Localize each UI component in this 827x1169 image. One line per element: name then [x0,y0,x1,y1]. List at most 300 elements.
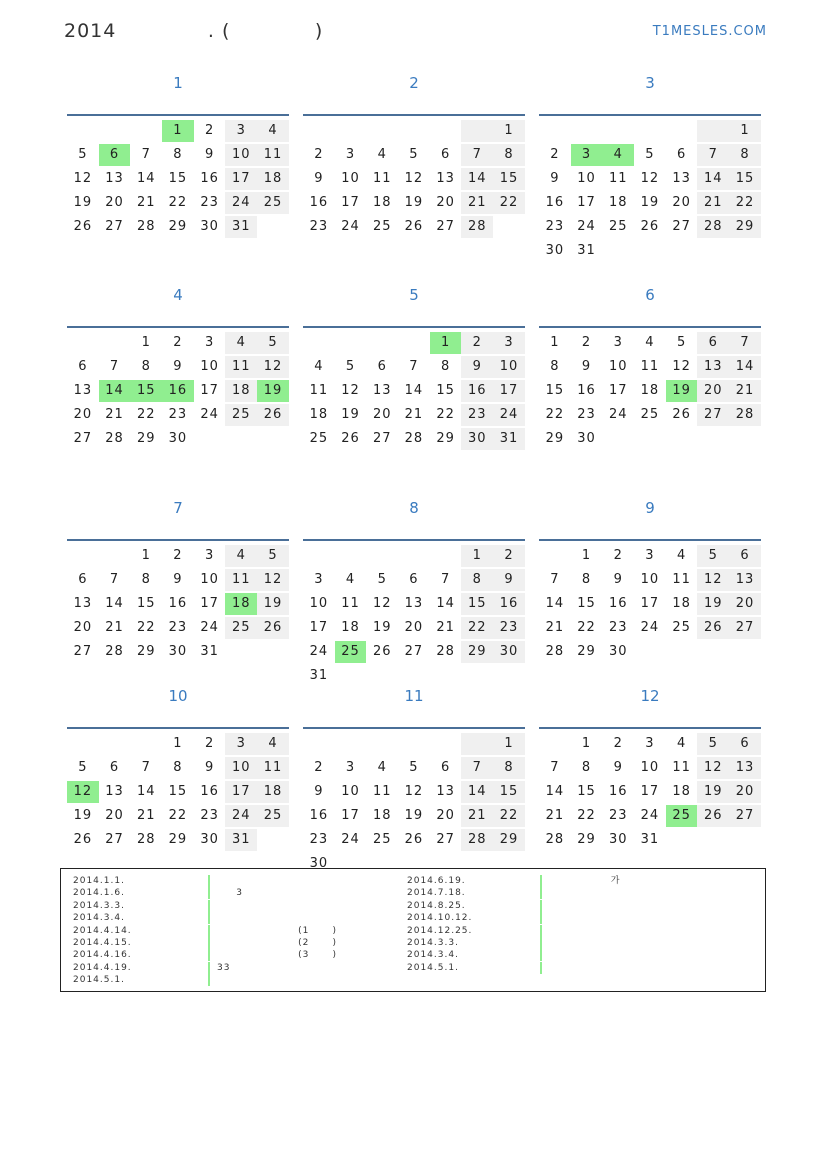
day-cell[interactable]: 30 [168,644,188,659]
day-cell[interactable]: 13 [436,171,455,186]
day-cell[interactable]: 16 [309,195,329,210]
day-cell[interactable]: 10 [577,171,596,186]
day-cell[interactable]: 3 [204,335,215,350]
day-cell[interactable]: 6 [440,147,451,162]
day-cell[interactable]: 10 [225,144,257,166]
day-cell[interactable]: 20 [372,407,392,422]
day-cell[interactable]: 26 [257,404,289,426]
day-cell[interactable]: 15 [436,383,455,398]
day-cell[interactable]: 8 [440,359,451,374]
day-cell[interactable]: 17 [341,808,360,823]
day-cell[interactable]: 28 [461,216,493,238]
day-cell[interactable]: 10 [608,359,628,374]
day-cell[interactable]: 12 [257,569,289,591]
day-cell[interactable]: 23 [309,832,329,847]
day-cell[interactable]: 22 [168,808,188,823]
day-cell[interactable]: 21 [545,620,565,635]
day-cell[interactable]: 31 [200,644,219,659]
day-cell[interactable]: 13 [436,784,455,799]
day-cell[interactable]: 16 [309,808,329,823]
day-cell[interactable]: 9 [314,784,324,799]
day-cell[interactable]: 12 [404,784,424,799]
day-cell[interactable]: 1 [581,548,592,563]
day-cell[interactable]: 15 [136,596,156,611]
day-cell[interactable]: 25 [335,641,367,663]
day-cell[interactable]: 16 [608,784,628,799]
day-cell[interactable]: 4 [225,332,257,354]
day-cell[interactable]: 7 [109,359,120,374]
day-cell[interactable]: 14 [136,171,156,186]
day-cell[interactable]: 3 [613,335,623,350]
day-cell[interactable]: 4 [345,572,356,587]
day-cell[interactable]: 12 [372,596,392,611]
day-cell[interactable]: 30 [577,431,596,446]
day-cell[interactable]: 24 [309,644,329,659]
day-cell[interactable]: 21 [729,380,761,402]
day-cell[interactable]: 10 [640,760,660,775]
day-cell[interactable]: 16 [200,171,219,186]
day-cell[interactable]: 30 [168,431,188,446]
day-cell[interactable]: 10 [341,784,360,799]
day-cell[interactable]: 27 [729,617,761,639]
day-cell[interactable]: 19 [640,195,660,210]
day-cell[interactable]: 9 [173,359,183,374]
day-cell[interactable]: 5 [697,545,729,567]
day-cell[interactable]: 29 [461,641,493,663]
day-cell[interactable]: 12 [404,171,424,186]
day-cell[interactable]: 25 [372,832,392,847]
day-cell[interactable]: 11 [225,356,257,378]
day-cell[interactable]: 4 [602,144,634,166]
day-cell[interactable]: 27 [372,431,392,446]
day-cell[interactable]: 14 [136,784,156,799]
day-cell[interactable]: 27 [73,431,93,446]
day-cell[interactable]: 18 [257,781,289,803]
day-cell[interactable]: 24 [341,219,360,234]
day-cell[interactable]: 6 [78,359,88,374]
day-cell[interactable]: 6 [409,572,419,587]
day-cell[interactable]: 22 [493,192,525,214]
day-cell[interactable]: 22 [436,407,455,422]
day-cell[interactable]: 1 [729,120,761,142]
day-cell[interactable]: 18 [372,808,392,823]
day-cell[interactable]: 31 [577,243,596,258]
site-logo-text[interactable]: T1MESLES.COM [652,24,767,39]
day-cell[interactable]: 7 [109,572,120,587]
day-cell[interactable]: 18 [225,593,257,615]
day-cell[interactable]: 26 [672,407,691,422]
day-cell[interactable]: 1 [493,733,525,755]
day-cell[interactable]: 8 [173,760,183,775]
day-cell[interactable]: 9 [613,760,623,775]
day-cell[interactable]: 20 [404,620,424,635]
day-cell[interactable]: 8 [729,144,761,166]
day-cell[interactable]: 22 [136,620,156,635]
day-cell[interactable]: 17 [200,383,219,398]
day-cell[interactable]: 3 [204,548,215,563]
day-cell[interactable]: 2 [613,736,623,751]
day-cell[interactable]: 11 [608,171,628,186]
day-cell[interactable]: 25 [257,805,289,827]
day-cell[interactable]: 19 [372,620,392,635]
day-cell[interactable]: 11 [672,760,691,775]
day-cell[interactable]: 1 [550,335,560,350]
day-cell[interactable]: 19 [257,593,289,615]
day-cell[interactable]: 30 [493,641,525,663]
day-cell[interactable]: 16 [608,596,628,611]
day-cell[interactable]: 9 [613,572,623,587]
day-cell[interactable]: 11 [225,569,257,591]
day-cell[interactable]: 1 [493,120,525,142]
day-cell[interactable]: 21 [461,805,493,827]
day-cell[interactable]: 6 [729,545,761,567]
day-cell[interactable]: 19 [257,380,289,402]
day-cell[interactable]: 17 [200,596,219,611]
day-cell[interactable]: 9 [173,572,183,587]
day-cell[interactable]: 1 [173,736,183,751]
day-cell[interactable]: 19 [341,407,360,422]
day-cell[interactable]: 19 [404,195,424,210]
day-cell[interactable]: 24 [200,407,219,422]
day-cell[interactable]: 20 [436,195,455,210]
day-cell[interactable]: 9 [550,171,560,186]
day-cell[interactable]: 14 [545,784,565,799]
day-cell[interactable]: 5 [676,335,687,350]
day-cell[interactable]: 23 [200,808,219,823]
day-cell[interactable]: 20 [697,380,729,402]
day-cell[interactable]: 1 [141,548,151,563]
day-cell[interactable]: 30 [545,243,565,258]
day-cell[interactable]: 12 [697,757,729,779]
day-cell[interactable]: 10 [200,572,219,587]
day-cell[interactable]: 24 [640,808,660,823]
day-cell[interactable]: 30 [461,428,493,450]
day-cell[interactable]: 3 [645,548,655,563]
day-cell[interactable]: 15 [493,168,525,190]
day-cell[interactable]: 15 [577,784,596,799]
day-cell[interactable]: 14 [461,168,493,190]
day-cell[interactable]: 30 [200,219,219,234]
day-cell[interactable]: 15 [130,380,162,402]
day-cell[interactable]: 23 [577,407,596,422]
day-cell[interactable]: 27 [729,805,761,827]
day-cell[interactable]: 21 [697,192,729,214]
day-cell[interactable]: 9 [204,147,215,162]
day-cell[interactable]: 27 [105,219,124,234]
day-cell[interactable]: 4 [676,548,687,563]
day-cell[interactable]: 1 [461,545,493,567]
day-cell[interactable]: 10 [200,359,219,374]
day-cell[interactable]: 6 [697,332,729,354]
day-cell[interactable]: 24 [200,620,219,635]
day-cell[interactable]: 28 [461,829,493,851]
day-cell[interactable]: 18 [341,620,360,635]
day-cell[interactable]: 18 [257,168,289,190]
day-cell[interactable]: 28 [105,644,124,659]
day-cell[interactable]: 15 [493,781,525,803]
day-cell[interactable]: 23 [168,620,188,635]
day-cell[interactable]: 27 [697,404,729,426]
day-cell[interactable]: 4 [257,733,289,755]
day-cell[interactable]: 3 [225,733,257,755]
day-cell[interactable]: 7 [550,760,560,775]
day-cell[interactable]: 2 [581,335,592,350]
day-cell[interactable]: 17 [309,620,329,635]
day-cell[interactable]: 11 [257,757,289,779]
day-cell[interactable]: 13 [372,383,392,398]
day-cell[interactable]: 5 [377,572,387,587]
day-cell[interactable]: 14 [436,596,455,611]
day-cell[interactable]: 13 [404,596,424,611]
day-cell[interactable]: 11 [309,383,329,398]
day-cell[interactable]: 28 [136,832,156,847]
day-cell[interactable]: 19 [73,195,93,210]
day-cell[interactable]: 8 [141,359,151,374]
day-cell[interactable]: 18 [640,383,660,398]
day-cell[interactable]: 25 [225,617,257,639]
day-cell[interactable]: 29 [436,431,455,446]
day-cell[interactable]: 8 [173,147,183,162]
day-cell[interactable]: 14 [545,596,565,611]
day-cell[interactable]: 31 [493,428,525,450]
day-cell[interactable]: 30 [200,832,219,847]
day-cell[interactable]: 11 [257,144,289,166]
day-cell[interactable]: 22 [168,195,188,210]
day-cell[interactable]: 29 [168,832,188,847]
day-cell[interactable]: 28 [697,216,729,238]
day-cell[interactable]: 11 [372,171,392,186]
day-cell[interactable]: 18 [225,380,257,402]
day-cell[interactable]: 26 [341,431,360,446]
day-cell[interactable]: 10 [493,356,525,378]
day-cell[interactable]: 5 [409,760,419,775]
day-cell[interactable]: 31 [225,216,257,238]
day-cell[interactable]: 20 [729,781,761,803]
day-cell[interactable]: 6 [377,359,387,374]
day-cell[interactable]: 5 [257,332,289,354]
day-cell[interactable]: 21 [105,620,124,635]
day-cell[interactable]: 1 [581,736,592,751]
day-cell[interactable]: 22 [545,407,565,422]
day-cell[interactable]: 29 [493,829,525,851]
day-cell[interactable]: 6 [78,572,88,587]
day-cell[interactable]: 1 [162,120,194,142]
day-cell[interactable]: 22 [577,620,596,635]
day-cell[interactable]: 17 [225,168,257,190]
day-cell[interactable]: 6 [99,144,131,166]
day-cell[interactable]: 17 [640,784,660,799]
day-cell[interactable]: 7 [461,757,493,779]
day-cell[interactable]: 15 [168,784,188,799]
day-cell[interactable]: 20 [73,407,93,422]
day-cell[interactable]: 14 [99,380,131,402]
day-cell[interactable]: 15 [577,596,596,611]
day-cell[interactable]: 4 [225,545,257,567]
day-cell[interactable]: 25 [257,192,289,214]
day-cell[interactable]: 12 [67,781,99,803]
day-cell[interactable]: 23 [200,195,219,210]
day-cell[interactable]: 20 [105,808,124,823]
day-cell[interactable]: 29 [136,644,156,659]
day-cell[interactable]: 15 [461,593,493,615]
day-cell[interactable]: 26 [640,219,660,234]
day-cell[interactable]: 20 [105,195,124,210]
day-cell[interactable]: 4 [314,359,324,374]
day-cell[interactable]: 3 [345,760,356,775]
day-cell[interactable]: 9 [461,356,493,378]
day-cell[interactable]: 5 [257,545,289,567]
day-cell[interactable]: 6 [729,733,761,755]
day-cell[interactable]: 3 [225,120,257,142]
day-cell[interactable]: 23 [461,404,493,426]
day-cell[interactable]: 25 [372,219,392,234]
day-cell[interactable]: 7 [440,572,451,587]
day-cell[interactable]: 5 [409,147,419,162]
day-cell[interactable]: 13 [105,784,124,799]
day-cell[interactable]: 22 [493,805,525,827]
day-cell[interactable]: 11 [372,784,392,799]
day-cell[interactable]: 18 [672,596,691,611]
day-cell[interactable]: 29 [729,216,761,238]
day-cell[interactable]: 23 [545,219,565,234]
day-cell[interactable]: 14 [461,781,493,803]
day-cell[interactable]: 21 [404,407,424,422]
day-cell[interactable]: 26 [257,617,289,639]
day-cell[interactable]: 20 [729,593,761,615]
day-cell[interactable]: 19 [697,781,729,803]
day-cell[interactable]: 25 [672,620,691,635]
day-cell[interactable]: 2 [550,147,560,162]
day-cell[interactable]: 11 [672,572,691,587]
day-cell[interactable]: 24 [608,407,628,422]
day-cell[interactable]: 2 [314,147,324,162]
day-cell[interactable]: 3 [345,147,356,162]
day-cell[interactable]: 7 [461,144,493,166]
day-cell[interactable]: 28 [136,219,156,234]
day-cell[interactable]: 5 [78,147,88,162]
day-cell[interactable]: 24 [225,805,257,827]
day-cell[interactable]: 11 [341,596,360,611]
day-cell[interactable]: 10 [225,757,257,779]
day-cell[interactable]: 13 [672,171,691,186]
day-cell[interactable]: 21 [136,195,156,210]
day-cell[interactable]: 19 [697,593,729,615]
day-cell[interactable]: 13 [105,171,124,186]
day-cell[interactable]: 10 [640,572,660,587]
day-cell[interactable]: 14 [105,596,124,611]
day-cell[interactable]: 12 [341,383,360,398]
day-cell[interactable]: 3 [493,332,525,354]
day-cell[interactable]: 21 [545,808,565,823]
day-cell[interactable]: 16 [162,380,194,402]
day-cell[interactable]: 15 [168,171,188,186]
day-cell[interactable]: 8 [493,144,525,166]
day-cell[interactable]: 22 [577,808,596,823]
day-cell[interactable]: 17 [225,781,257,803]
day-cell[interactable]: 18 [672,784,691,799]
day-cell[interactable]: 9 [493,569,525,591]
day-cell[interactable]: 8 [141,572,151,587]
day-cell[interactable]: 8 [581,572,592,587]
day-cell[interactable]: 16 [493,593,525,615]
day-cell[interactable]: 5 [697,733,729,755]
day-cell[interactable]: 30 [608,644,628,659]
day-cell[interactable]: 30 [309,856,329,871]
day-cell[interactable]: 8 [581,760,592,775]
day-cell[interactable]: 26 [73,219,93,234]
day-cell[interactable]: 2 [493,545,525,567]
day-cell[interactable]: 14 [697,168,729,190]
day-cell[interactable]: 5 [78,760,88,775]
day-cell[interactable]: 19 [73,808,93,823]
day-cell[interactable]: 25 [640,407,660,422]
day-cell[interactable]: 26 [697,617,729,639]
day-cell[interactable]: 22 [461,617,493,639]
day-cell[interactable]: 12 [697,569,729,591]
day-cell[interactable]: 10 [341,171,360,186]
day-cell[interactable]: 14 [729,356,761,378]
day-cell[interactable]: 28 [404,431,424,446]
day-cell[interactable]: 28 [436,644,455,659]
day-cell[interactable]: 5 [345,359,356,374]
day-cell[interactable]: 7 [141,147,151,162]
day-cell[interactable]: 26 [372,644,392,659]
day-cell[interactable]: 29 [136,431,156,446]
day-cell[interactable]: 18 [608,195,628,210]
day-cell[interactable]: 22 [136,407,156,422]
day-cell[interactable]: 20 [436,808,455,823]
day-cell[interactable]: 23 [493,617,525,639]
day-cell[interactable]: 25 [666,805,698,827]
day-cell[interactable]: 12 [257,356,289,378]
day-cell[interactable]: 16 [545,195,565,210]
day-cell[interactable]: 29 [545,431,565,446]
day-cell[interactable]: 6 [676,147,687,162]
day-cell[interactable]: 7 [697,144,729,166]
day-cell[interactable]: 8 [461,569,493,591]
day-cell[interactable]: 23 [608,808,628,823]
day-cell[interactable]: 2 [461,332,493,354]
day-cell[interactable]: 31 [225,829,257,851]
day-cell[interactable]: 25 [309,431,329,446]
day-cell[interactable]: 22 [729,192,761,214]
day-cell[interactable]: 8 [550,359,560,374]
day-cell[interactable]: 27 [436,219,455,234]
day-cell[interactable]: 2 [173,335,183,350]
day-cell[interactable]: 17 [640,596,660,611]
day-cell[interactable]: 4 [377,147,387,162]
day-cell[interactable]: 3 [645,736,655,751]
day-cell[interactable]: 9 [581,359,592,374]
day-cell[interactable]: 11 [640,359,660,374]
day-cell[interactable]: 24 [493,404,525,426]
day-cell[interactable]: 5 [645,147,655,162]
day-cell[interactable]: 26 [404,832,424,847]
day-cell[interactable]: 3 [314,572,324,587]
day-cell[interactable]: 7 [409,359,419,374]
day-cell[interactable]: 6 [440,760,451,775]
day-cell[interactable]: 12 [672,359,691,374]
day-cell[interactable]: 4 [257,120,289,142]
day-cell[interactable]: 4 [645,335,655,350]
day-cell[interactable]: 17 [341,195,360,210]
day-cell[interactable]: 23 [168,407,188,422]
day-cell[interactable]: 2 [204,123,215,138]
day-cell[interactable]: 17 [577,195,596,210]
day-cell[interactable]: 21 [136,808,156,823]
day-cell[interactable]: 4 [377,760,387,775]
day-cell[interactable]: 25 [608,219,628,234]
